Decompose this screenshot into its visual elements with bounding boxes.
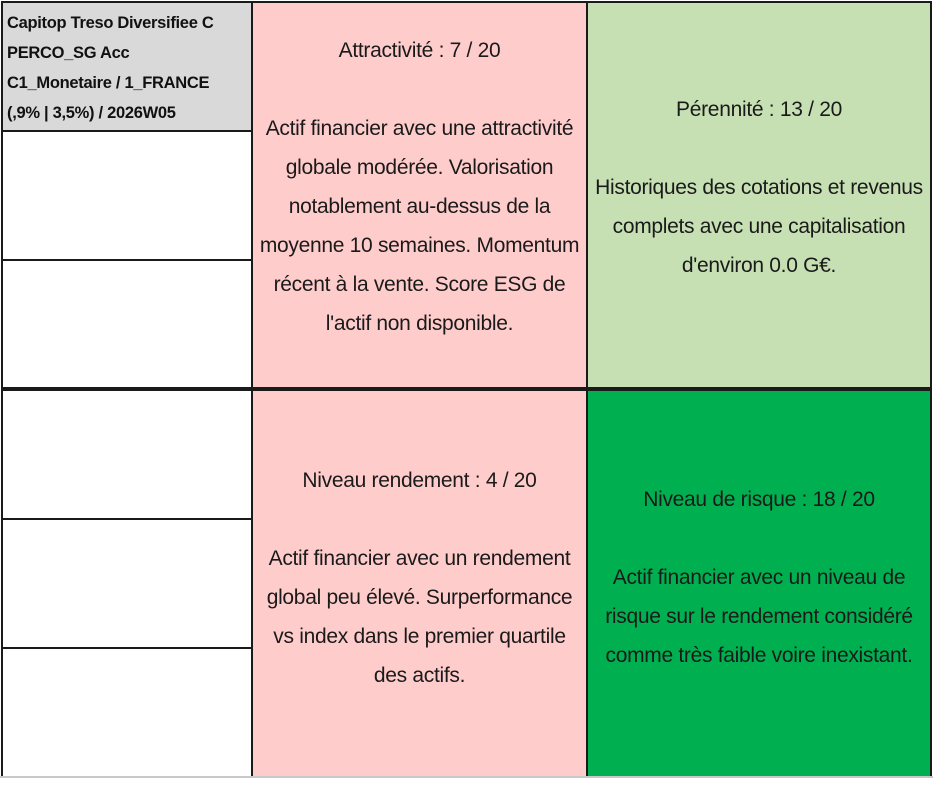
- rendement-body: Actif financier avec un rendement global peu élevé. Surperformance vs index dans le premier quartile des actifs.: [266, 546, 573, 687]
- rendement-title: Niveau rendement : 4 / 20: [302, 468, 537, 492]
- fund-header: [1, 1, 253, 132]
- risque-title: Niveau de risque : 18 / 20: [643, 488, 875, 511]
- perennite-card: [586, 1, 932, 389]
- attractivite-card: [251, 1, 588, 389]
- blank-cell-1: [1, 130, 253, 261]
- blank-cell-3: [1, 389, 253, 520]
- risque-body: Actif financier avec un niveau de risque sur le rendement considéré comme très faible voire inexistant.: [605, 566, 913, 667]
- perennite-title: Pérennité : 13 / 20: [676, 97, 842, 121]
- bottom-border: [0, 776, 933, 778]
- blank-cell-2: [1, 259, 253, 389]
- fund-params: (,9% | 3,5%) / 2026W05: [7, 104, 176, 122]
- attractivite-title: Attractivité : 7 / 20: [338, 39, 501, 62]
- blank-cell-4: [1, 518, 253, 649]
- blank-cell-5: [1, 647, 253, 778]
- rendement-card: [251, 389, 588, 778]
- fund-plan: PERCO_SG Acc: [7, 44, 130, 62]
- attractivite-body: Actif financier avec une attractivité globale modérée. Valorisation notablement au-dessus de la moyenne 10 semaines. Momentum récent à la vente. Score ESG de l'actif non disponible.: [259, 117, 580, 335]
- fund-name: Capitop Treso Diversifiee C: [7, 14, 214, 32]
- risque-card: [586, 389, 932, 778]
- fund-category: C1_Monetaire / 1_FRANCE: [7, 74, 210, 92]
- perennite-body: Historiques des cotations et revenus complets avec une capitalisation d'environ 0.0 G€.: [595, 175, 923, 277]
